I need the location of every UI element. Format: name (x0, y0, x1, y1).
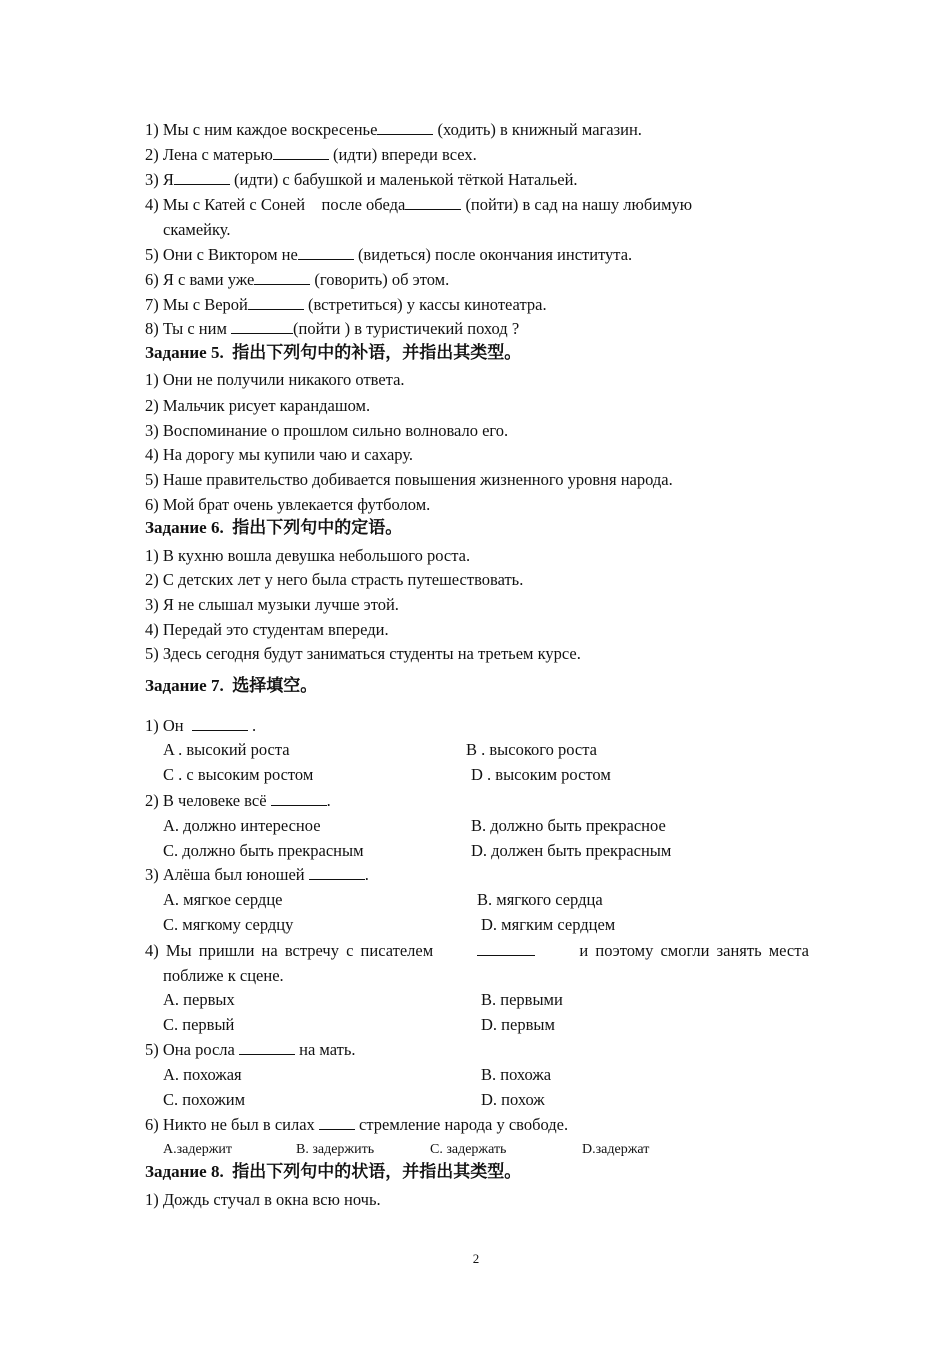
task4-item-1: 1) Мы с ним каждое воскресенье (ходить) в книжный магазин. (145, 120, 642, 139)
answer-blank (254, 270, 310, 285)
task7-q1: 1) Он . (145, 716, 257, 735)
task4-item-8: 8) Ты с ним (пойти ) в туристичекий поход ? (145, 319, 520, 338)
q2-option-d: D. должен быть прекрасным (471, 841, 672, 860)
q1-option-b: B . высокого роста (466, 740, 597, 759)
task7-q6: 6) Никто не был в силах стремление народа у свободе. (145, 1115, 569, 1134)
q3-option-d: D. мягким сердцем (481, 915, 616, 934)
task4-item-7: 7) Мы с Верой (встретиться) у кассы кинотеатра. (145, 295, 547, 314)
q6-option-a: A.задержит (163, 1142, 232, 1157)
answer-blank (405, 195, 461, 210)
q1-option-a: A . высокий роста (163, 740, 290, 759)
q2-option-b: B. должно быть прекрасное (471, 816, 666, 835)
q4-option-b: B. первыми (481, 990, 563, 1009)
task5-item-1: 1) Они не получили никакого ответа. (145, 370, 405, 389)
q5-option-c: C. похожим (163, 1090, 246, 1109)
task7-q4-continuation: поближе к сцене. (163, 966, 284, 985)
q3-option-b: B. мягкого сердца (477, 890, 603, 909)
task5-heading: Задание 5. 指出下列句中的补语，并指出其类型。 (145, 343, 522, 362)
task5-item-5: 5) Наше правительство добивается повышения жизненного уровня народа. (145, 470, 673, 489)
task4-item-3: 3) Я (идти) с бабушкой и маленькой тёткой Натальей. (145, 170, 578, 189)
answer-blank (192, 716, 248, 731)
q4-option-c: C. первый (163, 1015, 235, 1034)
answer-blank (477, 941, 535, 956)
q5-option-d: D. похож (481, 1090, 545, 1109)
answer-blank (271, 791, 327, 806)
q5-option-a: A. похожая (163, 1065, 242, 1084)
task6-heading: Задание 6. 指出下列句中的定语。 (145, 518, 403, 537)
task6-item-3: 3) Я не слышал музыки лучше этой. (145, 595, 399, 614)
q5-option-b: B. похожа (481, 1065, 552, 1084)
task7-heading: Задание 7. 选择填空。 (145, 676, 318, 695)
task7-q3: 3) Алёша был юношей . (145, 865, 369, 884)
answer-blank (273, 145, 329, 160)
task8-item-1: 1) Дождь стучал в окна всю ночь. (145, 1190, 381, 1209)
answer-blank (298, 245, 354, 260)
task7-q5: 5) Она росла на мать. (145, 1040, 356, 1059)
task6-item-5: 5) Здесь сегодня будут заниматься студенты на третьем курсе. (145, 644, 581, 663)
task8-heading: Задание 8. 指出下列句中的状语，并指出其类型。 (145, 1162, 522, 1181)
task5-item-4: 4) На дорогу мы купили чаю и сахару. (145, 445, 414, 464)
answer-blank (377, 120, 433, 135)
task6-item-1: 1) В кухню вошла девушка небольшого роста. (145, 546, 471, 565)
q6-option-d: D.задержат (582, 1142, 650, 1157)
task6-item-2: 2) С детских лет у него была страсть путешествовать. (145, 570, 524, 589)
page-number: 2 (472, 1251, 480, 1266)
task5-item-6: 6) Мой брат очень увлекается футболом. (145, 495, 431, 514)
q6-option-c: C. задержать (430, 1142, 507, 1157)
answer-blank (319, 1115, 355, 1130)
answer-blank (248, 295, 304, 310)
q4-option-d: D. первым (481, 1015, 555, 1034)
q6-option-b: B. задержить (296, 1142, 375, 1157)
task7-q2: 2) В человеке всё . (145, 791, 331, 810)
q2-option-c: C. должно быть прекрасным (163, 841, 364, 860)
task7-q4: 4) Мы пришли на встречу с писателем и поэтому смогли занять места (145, 941, 809, 960)
q2-option-a: A. должно интересное (163, 816, 321, 835)
task4-item-4: 4) Мы с Катей с Соней после обеда (пойти) в сад на нашу любимую (145, 195, 693, 214)
answer-blank (174, 170, 230, 185)
task6-item-4: 4) Передай это студентам впереди. (145, 620, 389, 639)
q3-option-c: C. мягкому сердцу (163, 915, 294, 934)
task4-item-6: 6) Я с вами уже (говорить) об этом. (145, 270, 450, 289)
q1-option-c: C . с высоким ростом (163, 765, 314, 784)
answer-blank (309, 865, 365, 880)
task4-item-5: 5) Они с Виктором не (видеться) после окончания института. (145, 245, 633, 264)
q4-option-a: A. первых (163, 990, 235, 1009)
task5-item-3: 3) Воспоминание о прошлом сильно волновало его. (145, 421, 509, 440)
task4-item-4-continuation: скамейку. (163, 220, 231, 239)
task5-item-2: 2) Мальчик рисует карандашом. (145, 396, 371, 415)
task4-item-2: 2) Лена с матерью (идти) впереди всех. (145, 145, 477, 164)
answer-blank (239, 1040, 295, 1055)
q1-option-d: D . высоким ростом (471, 765, 611, 784)
answer-blank (231, 319, 293, 334)
q3-option-a: A. мягкое сердце (163, 890, 283, 909)
